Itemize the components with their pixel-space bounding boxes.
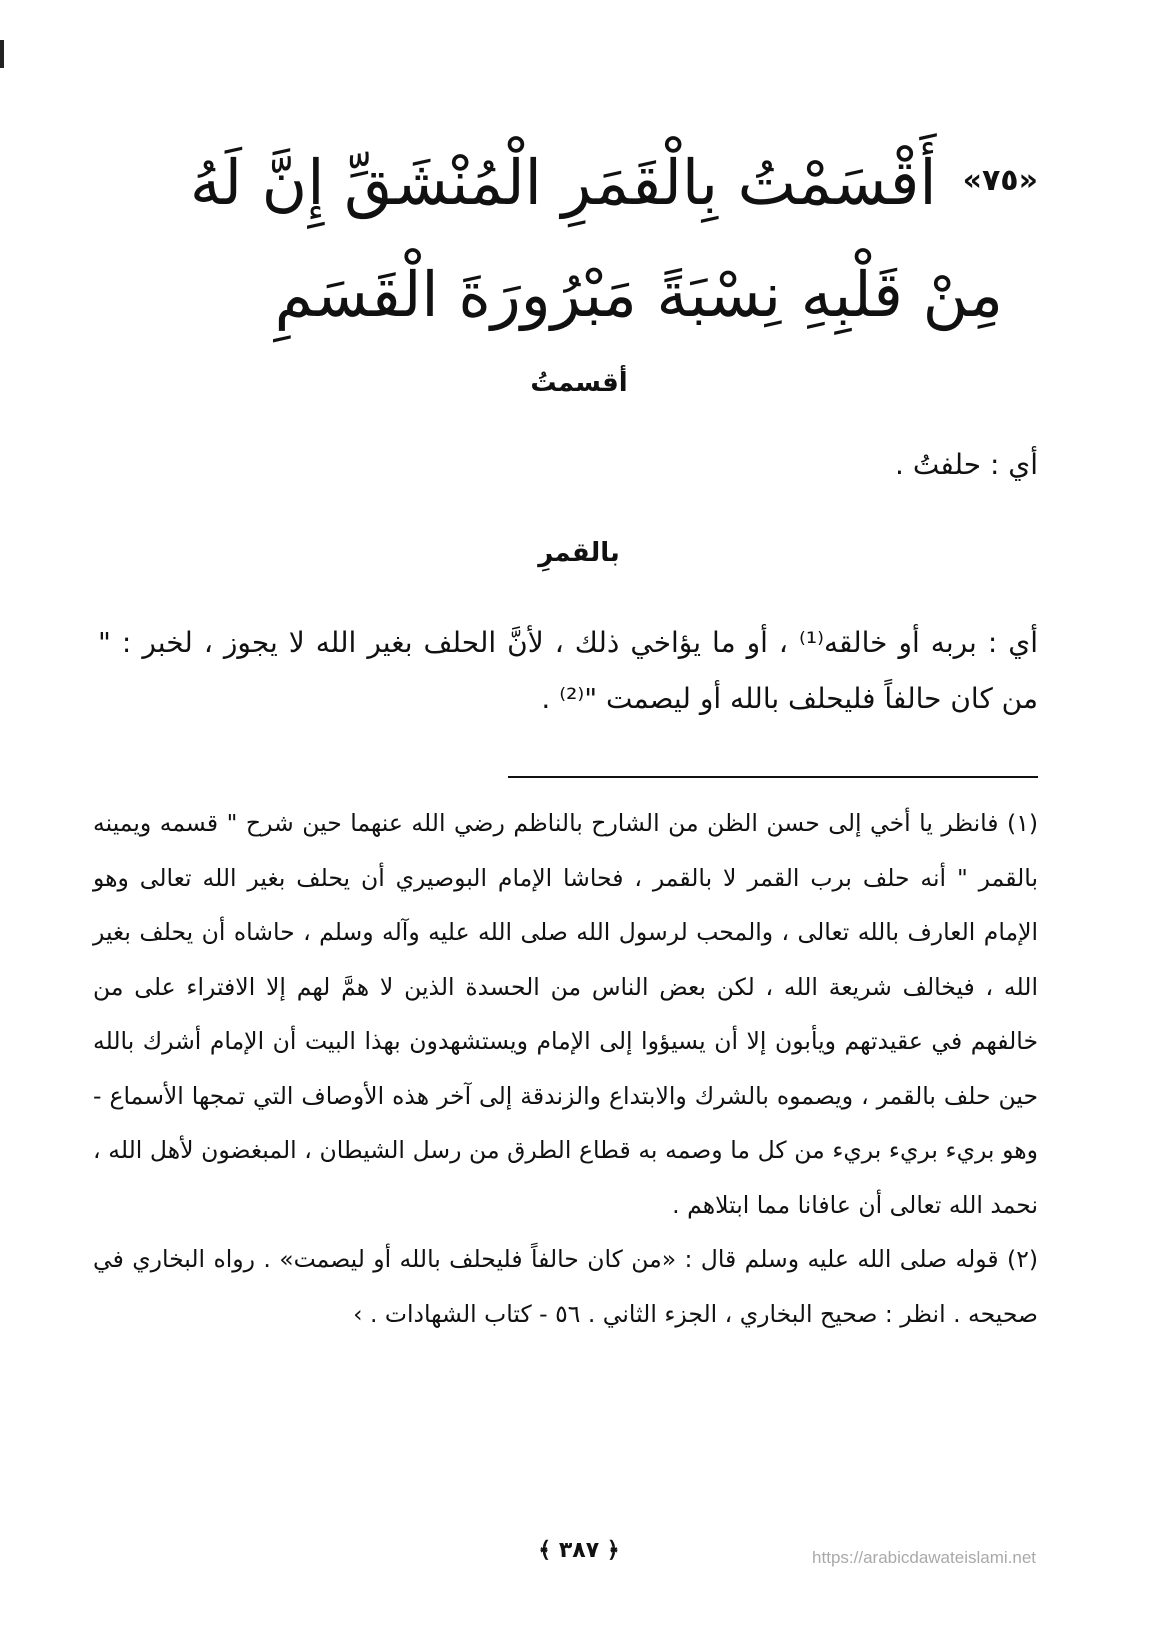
- page-edge-mark: [0, 40, 4, 68]
- poem-verse: [158, 125, 1038, 351]
- watermark-url: https://arabicdawateislami.net: [812, 1548, 1036, 1567]
- section-text-1: أي : حلفتُ .: [895, 448, 1038, 481]
- footnote-2: (٢) قوله صلى الله عليه وسلم قال : «من كان حالفاً فليحلف بالله أو ليصمت» . رواه البخاري في صحيحه . انظر : صحيح البخاري ، الجزء الثاني . ٥٦ - كتاب الشهادات . ›: [93, 1245, 1038, 1328]
- verse-number: «٧٥»: [962, 163, 1038, 198]
- footnote-divider: [508, 776, 1038, 778]
- footnotes: [93, 796, 1038, 1341]
- section-text-2: أي : بربه أو خالقه⁽¹⁾ ، أو ما يؤاخي ذلك ، لأنَّ الحلف بغير الله لا يجوز ، لخبر : " من كان حالفاً فليحلف بالله أو ليصمت "⁽²⁾ .: [98, 626, 1038, 715]
- verse-line-1-text: أَقْسَمْتُ بِالْقَمَرِ الْمُنْشَقِّ إِنَّ لَهُ: [189, 146, 937, 219]
- verse-line-2: مِنْ قَلْبِهِ نِسْبَةً مَبْرُورَةَ الْقَسَمِ: [274, 258, 1003, 331]
- section-heading-1: أقسمتُ: [530, 368, 628, 398]
- page-number: ﴿ ٣٨٧ ﴾: [538, 1538, 620, 1563]
- footnote-1: (١) فانظر يا أخي إلى حسن الظن من الشارح بالناظم رضي الله عنهما حين شرح " قسمه ويمينه بالقمر " أنه حلف برب القمر لا بالقمر ، فحاشا الإمام البوصيري أن يحلف بغير الله تعالى وهو الإمام العارف بالله تعالى ، والمحب لرسول الله صلى الله عليه وآله وسلم ، حاشاه أن يحلف بغير الله ، فيخالف شريعة الله ، لكن بعض الناس من الحسدة الذين لا همَّ لهم إلا الافتراء على من خالفهم في عقيدتهم ويأبون إلا أن يسيؤوا إلى الإمام ويستشهدون بهذا البيت أن الإمام أشرك بالله حين حلف بالقمر ، ويصموه بالشرك والابتداع والزندقة إلى آخر هذه الأوصاف التي تمجها الأسماع - وهو بريء بريء بريء من كل ما وصمه به قطاع الطرق من رسل الشيطان ، المبغضون لأهل الله ، نحمد الله تعالى أن عافانا مما ابتلاهم .: [93, 809, 1038, 1219]
- section-heading-2: بالقمرِ: [538, 538, 620, 568]
- verse-line-1: [158, 125, 1038, 239]
